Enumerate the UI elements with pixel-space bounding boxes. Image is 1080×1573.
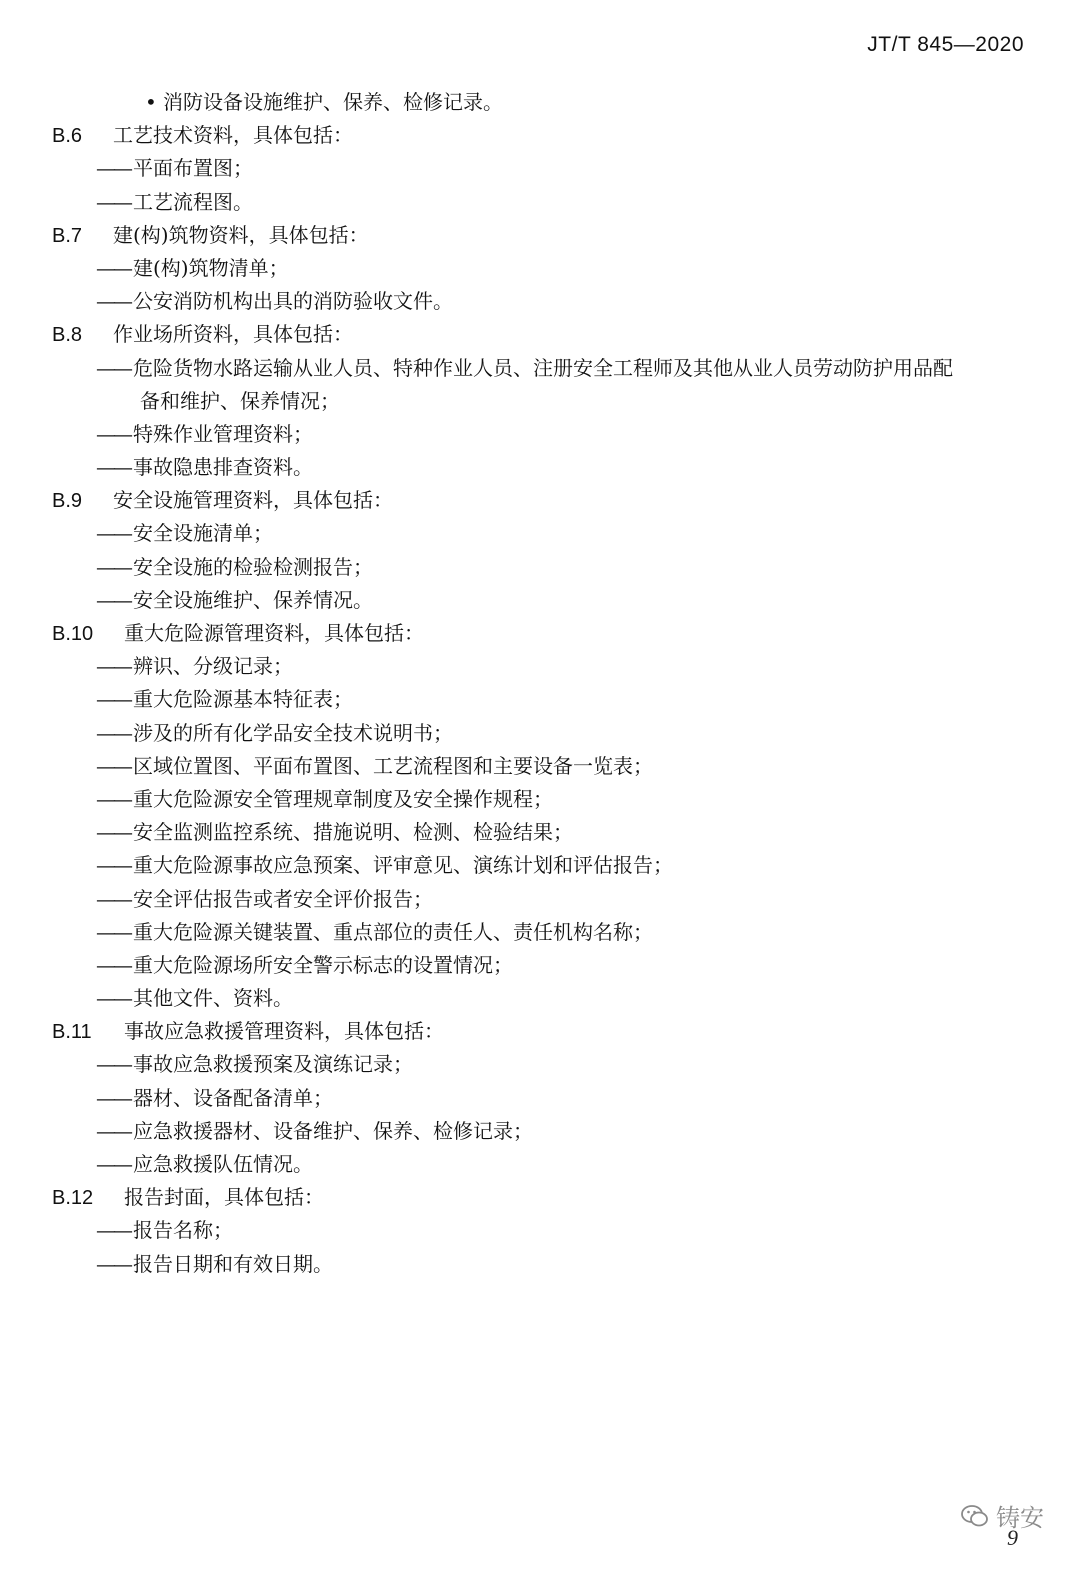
section-heading: [52, 1015, 1042, 1048]
em-dash-marker: ——: [96, 687, 130, 712]
section-title: 工艺技术资料，具体包括：: [113, 123, 353, 148]
list-item-text: 事故隐患排查资料。: [133, 455, 313, 480]
em-dash-marker: ——: [96, 355, 130, 380]
em-dash-marker: ——: [96, 554, 130, 579]
list-item-text: 安全设施维护、保养情况。: [133, 587, 373, 612]
em-dash-marker: ——: [96, 255, 130, 280]
list-item-text: 平面布置图；: [133, 156, 253, 181]
list-item: [52, 285, 1042, 318]
list-item-text: 器材、设备配备清单；: [133, 1085, 333, 1110]
em-dash-marker: ——: [96, 952, 130, 977]
section-number: B.10: [52, 623, 94, 645]
em-dash-marker: ——: [96, 820, 130, 845]
list-item: [52, 783, 1042, 816]
bullet-text: 消防设备设施维护、保养、检修记录。: [163, 90, 503, 114]
section-title: 重大危险源管理资料，具体包括：: [124, 621, 424, 645]
list-item: [52, 1214, 1042, 1247]
list-item: [52, 750, 1042, 783]
list-item-text: 备和维护、保养情况；: [140, 388, 340, 413]
list-item-text: 安全设施清单；: [133, 521, 273, 546]
section-heading: [52, 484, 1042, 517]
list-item-text: 应急救援队伍情况。: [133, 1152, 313, 1176]
list-item: [52, 551, 1042, 584]
list-item-text: 危险货物水路运输从业人员、特种作业人员、注册安全工程师及其他从业人员劳动防护用品配: [133, 355, 953, 380]
list-item-text: 区域位置图、平面布置图、工艺流程图和主要设备一览表；: [133, 753, 653, 778]
standard-number: JT/T 845—2020: [867, 33, 1024, 56]
em-dash-marker: ——: [96, 853, 130, 878]
list-item-text: 安全评估报告或者安全评价报告；: [133, 886, 433, 911]
list-item-text: 重大危险源安全管理规章制度及安全操作规程；: [133, 786, 553, 811]
list-item-text: 重大危险源关键装置、重点部位的责任人、责任机构名称；: [133, 919, 653, 944]
list-item: [52, 1082, 1042, 1115]
list-item: [52, 418, 1042, 451]
em-dash-marker: ——: [96, 521, 130, 546]
em-dash-marker: ——: [96, 1052, 130, 1077]
list-item: [52, 650, 1042, 683]
list-item-text: 重大危险源场所安全警示标志的设置情况；: [133, 952, 513, 977]
list-item: [52, 1148, 1042, 1181]
section-heading: [52, 318, 1042, 351]
list-item-text: 事故应急救援预案及演练记录；: [133, 1052, 413, 1077]
list-item: [52, 717, 1042, 750]
em-dash-marker: ——: [96, 654, 130, 679]
bullet-marker: •: [145, 90, 157, 114]
list-item: [52, 883, 1042, 916]
list-item-continuation: [52, 385, 1042, 418]
list-item: [52, 683, 1042, 716]
list-item: [52, 1048, 1042, 1081]
document-body: [52, 86, 1042, 1281]
list-item: [52, 186, 1042, 219]
list-item: [52, 1115, 1042, 1148]
section-number: B.12: [52, 1187, 94, 1210]
list-item-text: 报告名称；: [133, 1218, 233, 1243]
list-item-text: 辨识、分级记录；: [133, 654, 293, 679]
section-number: B.11: [52, 1021, 92, 1044]
em-dash-marker: ——: [96, 753, 130, 778]
list-item-text: 报告日期和有效日期。: [133, 1251, 333, 1276]
em-dash-marker: ——: [96, 986, 130, 1011]
list-item: [52, 352, 1042, 385]
section-title: 安全设施管理资料，具体包括：: [113, 488, 393, 513]
list-item: [52, 584, 1042, 617]
em-dash-marker: ——: [96, 421, 130, 446]
em-dash-marker: ——: [96, 1218, 130, 1243]
list-item: [52, 849, 1042, 882]
section-title: 建(构)筑物资料，具体包括：: [113, 222, 369, 247]
section-heading: [52, 1181, 1042, 1214]
list-item-text: 公安消防机构出具的消防验收文件。: [133, 289, 453, 314]
list-item-text: 特殊作业管理资料；: [133, 421, 313, 446]
em-dash-marker: ——: [96, 1251, 130, 1276]
section-heading: [52, 617, 1042, 650]
section-number: B.8: [52, 324, 83, 347]
em-dash-marker: ——: [96, 455, 130, 480]
list-item: [52, 1248, 1042, 1281]
list-item-text: 工艺流程图。: [133, 189, 253, 214]
watermark-text: 铸安: [996, 1504, 1044, 1532]
list-item: [52, 949, 1042, 982]
em-dash-marker: ——: [96, 786, 130, 811]
em-dash-marker: ——: [96, 587, 130, 612]
list-item: [52, 517, 1042, 550]
list-item-text: 安全设施的检验检测报告；: [133, 554, 373, 579]
watermark: [960, 1498, 1044, 1533]
em-dash-marker: ——: [96, 720, 130, 745]
list-item-text: 重大危险源事故应急预案、评审意见、演练计划和评估报告；: [133, 853, 673, 878]
list-item-text: 其他文件、资料。: [133, 986, 293, 1011]
section-title: 事故应急救援管理资料，具体包括：: [124, 1019, 444, 1044]
em-dash-marker: ——: [96, 919, 130, 944]
em-dash-marker: ——: [96, 1085, 130, 1110]
section-title: 作业场所资料，具体包括：: [113, 322, 353, 347]
em-dash-marker: ——: [96, 156, 130, 181]
list-item: [52, 982, 1042, 1015]
list-item: [52, 916, 1042, 949]
page-number: 9: [1007, 1525, 1018, 1550]
section-number: B.9: [52, 490, 83, 513]
em-dash-marker: ——: [96, 1118, 130, 1143]
list-item: [52, 816, 1042, 849]
list-item-text: 重大危险源基本特征表；: [133, 687, 353, 712]
section-number: B.6: [52, 125, 83, 148]
em-dash-marker: ——: [96, 886, 130, 911]
section-heading: [52, 219, 1042, 252]
intro-bullet-line: [52, 86, 1042, 119]
list-item: [52, 451, 1042, 484]
list-item: [52, 252, 1042, 285]
em-dash-marker: ——: [96, 289, 130, 314]
section-heading: [52, 119, 1042, 152]
list-item-text: 安全监测监控系统、措施说明、检测、检验结果；: [133, 820, 573, 845]
list-item: [52, 152, 1042, 185]
list-item-text: 涉及的所有化学品安全技术说明书；: [133, 720, 453, 745]
list-item-text: 应急救援器材、设备维护、保养、检修记录；: [133, 1118, 533, 1143]
list-item-text: 建(构)筑物清单；: [133, 255, 289, 280]
section-title: 报告封面，具体包括：: [124, 1185, 324, 1210]
section-number: B.7: [52, 224, 83, 247]
wechat-icon: [960, 1503, 990, 1529]
em-dash-marker: ——: [96, 1152, 130, 1176]
em-dash-marker: ——: [96, 189, 130, 214]
